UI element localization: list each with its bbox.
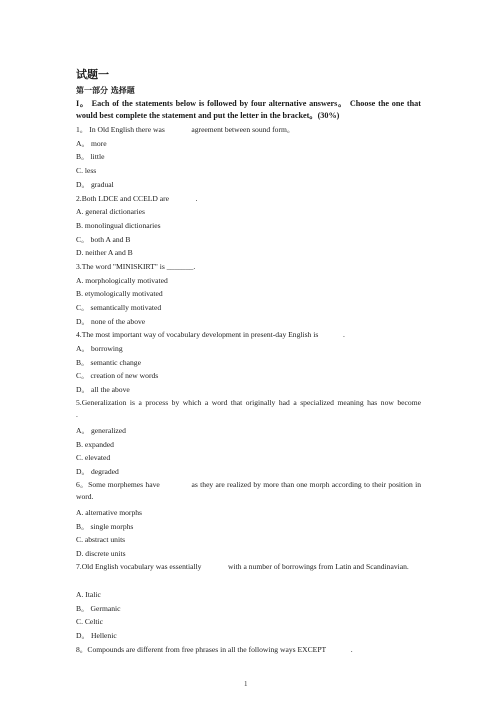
answer-option: B. monolingual dictionaries [76,221,161,230]
answer-option: A。 generalized [76,426,126,435]
answer-option: C. elevated [76,453,111,462]
question-stem: 4.The most important way of vocabulary development in present-day English is . [76,330,345,339]
question-stem: 2.Both LDCE and CCELD are . [76,194,198,203]
answer-option: C。 both A and B [76,235,131,244]
answer-option: A。 more [76,139,107,148]
instruction-text: I。 Each of the statements below is followed by four alternative answers。 Choose the one that would best complete the statement and put the letter in the bracket。(30%) [76,99,421,120]
answer-option: D。 degraded [76,467,119,476]
answer-option: D. discrete units [76,549,126,558]
answer-option: B。 semantic change [76,358,141,367]
answer-option: A. alternative morphs [76,508,143,517]
answer-option: D。 Hellenic [76,631,117,640]
answer-option: D。 none of the above [76,317,146,326]
question-stem: 7.Old English vocabulary was essentially with a number of borrowings from Latin and Scandinavian. [76,562,409,571]
page-title: 试题一 [76,68,109,81]
answer-option: D. neither A and B [76,248,133,257]
answer-option: C. abstract units [76,535,126,544]
question-stem: 8。Compounds are different from free phrases in all the following ways EXCEPT . [76,645,353,654]
answer-option: D。 all the above [76,385,130,394]
section-heading: 第一部分 选择题 [76,86,135,95]
answer-option: A. general dictionaries [76,207,145,216]
question-stem: 3.The word "MINISKIRT" is _______. [76,262,196,271]
answer-option: D。 gradual [76,180,114,189]
question-stem: 1。 In Old English there was agreement between sound form。 [76,125,295,134]
answer-option: B。 little [76,152,105,161]
answer-option: C. Celtic [76,617,103,626]
answer-option: C。 semantically motivated [76,303,162,312]
answer-option: A。 borrowing [76,344,123,353]
answer-option: C。 creation of new words [76,371,159,380]
answer-option: C. less [76,166,97,175]
page-number: 1 [244,680,248,688]
answer-option: B。 single morphs [76,522,134,531]
answer-option: B. expanded [76,440,114,449]
answer-option: B。 Germanic [76,604,121,613]
answer-option: A. morphologically motivated [76,276,168,285]
answer-option: A. Italic [76,590,101,599]
answer-option: B. etymologically motivated [76,289,163,298]
question-stem: 5.Generalization is a process by which a word that originally had a specialized meaning has now become . [76,398,448,420]
question-stem: 6。Some morphemes have as they are realized by more than one morph according to their position in word. [76,480,423,502]
